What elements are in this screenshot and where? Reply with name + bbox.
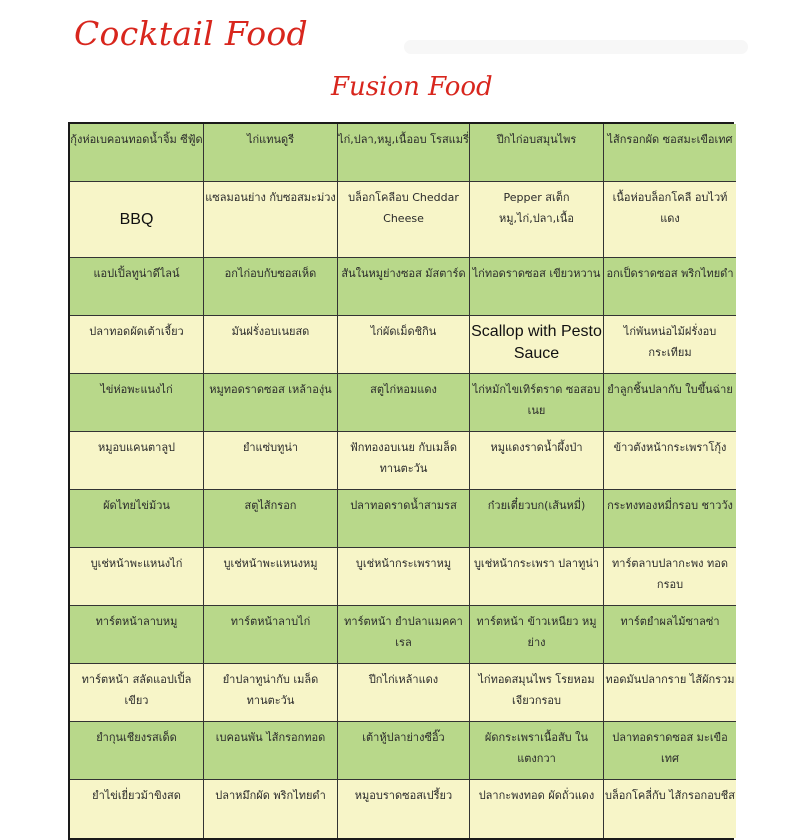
table-cell: Scallop with Pesto Sauce [470,316,604,374]
table-cell: สตูไส้กรอก [204,490,338,548]
table-cell: ยำลูกชิ้นปลากับ ใบขึ้นฉ่าย [604,374,736,432]
table-cell: แซลมอนย่าง กับซอสมะม่วง [204,182,338,258]
table-cell: บูเช่หน้ากระเพรา ปลาทูน่า [470,548,604,606]
table-cell: ยำกุนเชียงรสเด็ด [70,722,204,780]
table-cell: หมูแดงราดน้ำผึ้งป่า [470,432,604,490]
table-cell: ทาร์ตลาบปลากะพง ทอดกรอบ [604,548,736,606]
table-cell: ฟักทองอบเนย กับเมล็ดทานตะวัน [338,432,470,490]
table-cell: บูเช่หน้ากระเพราหมู [338,548,470,606]
menu-table [68,122,734,840]
table-cell: ยำปลาทูน่ากับ เมล็ดทานตะวัน [204,664,338,722]
table-cell: ไข่ห่อพะแนงไก่ [70,374,204,432]
table-cell: ไส้กรอกผัด ซอสมะเขือเทศ [604,124,736,182]
table-cell: บล็อกโคลีอบ Cheddar Cheese [338,182,470,258]
table-cell: อกเป็ดราดซอส พริกไทยดำ [604,258,736,316]
table-cell: ปลาหมึกผัด พริกไทยดำ [204,780,338,838]
table-cell: ปีกไก่เหล้าแดง [338,664,470,722]
table-cell: กระทงทองหมี่กรอบ ชาววัง [604,490,736,548]
table-cell: ปีกไก่อบสมุนไพร [470,124,604,182]
table-cell: ยำแซ่บทูน่า [204,432,338,490]
table-cell: ไก่ผัดเม็ดชิกิน [338,316,470,374]
table-cell: เต้าหู้ปลาย่างซีอิ๊ว [338,722,470,780]
table-cell: ยำไข่เยี่ยวม้าขิงสด [70,780,204,838]
table-cell: ปลาทอดราดซอส มะเขือเทศ [604,722,736,780]
page-subtitle: Fusion Food [331,72,493,102]
table-cell: บูเช่หน้าพะแหนงไก่ [70,548,204,606]
table-cell: เนื้อห่อบล็อกโคลี อบไวท์แดง [604,182,736,258]
table-cell: มันฝรั่งอบเนยสด [204,316,338,374]
table-cell: หมูทอดราดซอส เหล้าองุ่น [204,374,338,432]
table-cell: ทาร์ตหน้า สลัดแอปเปิ้ลเขียว [70,664,204,722]
table-cell: ทาร์ตหน้า ข้าวเหนียว หมูย่าง [470,606,604,664]
table-cell: ทาร์ตยำผลไม้ซาลซ่า [604,606,736,664]
table-cell: สันในหมูย่างซอส มัสตาร์ด [338,258,470,316]
table-cell: ไก่พันหน่อไม้ฝรั่งอบ กระเทียม [604,316,736,374]
table-cell: หมูอบราดซอสเปรี้ยว [338,780,470,838]
table-cell: ไก่หมักไขเทิร์ตราด ซอสอบเนย [470,374,604,432]
table-cell: เบคอนพัน ไส้กรอกทอด [204,722,338,780]
table-cell: สตูไก่หอมแดง [338,374,470,432]
table-cell: ผัดไทยไข่ม้วน [70,490,204,548]
table-cell: ผัดกระเพราเนื้อสับ ในแตงกวา [470,722,604,780]
table-cell: อกไก่อบกับซอสเห็ด [204,258,338,316]
table-cell: ปลากะพงทอด ผัดถั่วแดง [470,780,604,838]
table-cell: ทาร์ตหน้าลาบไก่ [204,606,338,664]
table-cell: ทาร์ตหน้าลาบหมู [70,606,204,664]
table-cell: แอปเปิ้ลทูน่าดีไลน์ [70,258,204,316]
table-cell: หมูอบแคนตาลูป [70,432,204,490]
table-cell: ไก่ทอดสมุนไพร โรยหอมเจียวกรอบ [470,664,604,722]
table-cell: บูเช่หน้าพะแหนงหมู [204,548,338,606]
table-cell: ข้าวตังหน้ากระเพราโกุ้ง [604,432,736,490]
faint-decoration [404,40,748,54]
table-cell: กุ้งห่อเบคอนทอดน้ำจิ้ม ซีฟู้ด [70,124,204,182]
table-cell: ปลาทอดผัดเต้าเจี้ยว [70,316,204,374]
table-cell: ทาร์ตหน้า ยำปลาแมคคาเรล [338,606,470,664]
table-cell: ก๋วยเตี๋ยวบก(เส้นหมี่) [470,490,604,548]
table-cell: ไก่,ปลา,หมู,เนื้ออบ โรสแมรี่ [338,124,470,182]
table-cell: ไก่แทนดูรี [204,124,338,182]
table-cell: ทอดมันปลากราย ไส้ผักรวม [604,664,736,722]
table-cell: ปลาทอดราดน้ำสามรส [338,490,470,548]
page-title: Cocktail Food [74,14,308,53]
table-cell: Pepper สเต็ก หมู,ไก่,ปลา,เนื้อ [470,182,604,258]
table-cell: บล็อกโคลี่กับ ไส้กรอกอบชีส [604,780,736,838]
table-cell: BBQ [70,182,204,258]
table-cell: ไก่ทอดราดซอส เขียวหวาน [470,258,604,316]
